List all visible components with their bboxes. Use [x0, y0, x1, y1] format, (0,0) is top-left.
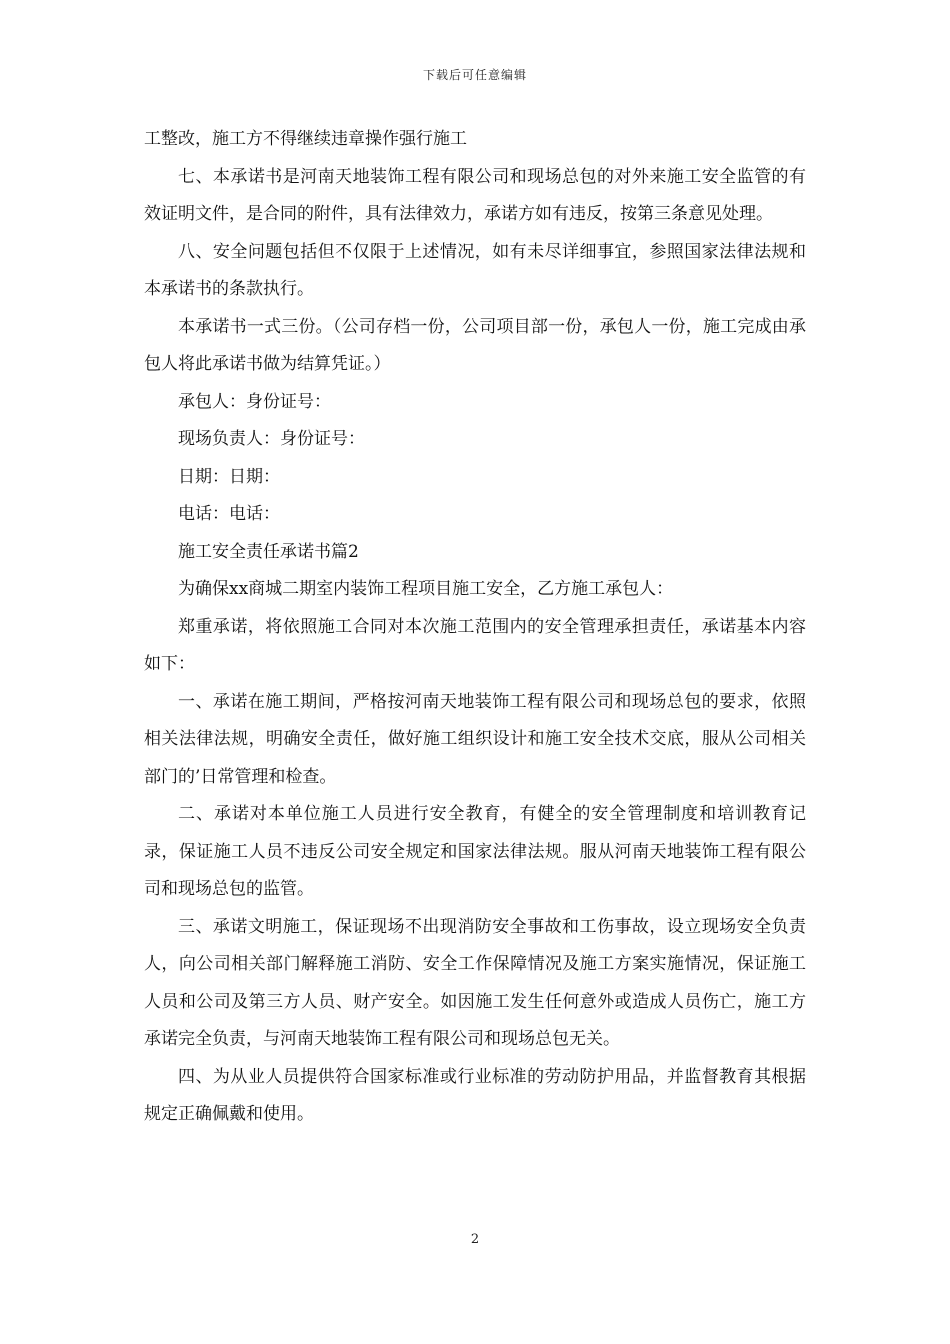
- paragraph: 八、安全问题包括但不仅限于上述情况，如有未尽详细事宜，参照国家法律法规和本承诺书的条款执行。: [144, 241, 806, 299]
- section-title: 施工安全责任承诺书篇2: [178, 541, 359, 562]
- paragraph: 为确保xx商城二期室内装饰工程项目施工安全，乙方施工承包人：: [178, 579, 674, 599]
- document-body: [144, 121, 806, 1134]
- signature-line-contractor: 承包人：身份证号：: [178, 391, 331, 412]
- paragraph: 郑重承诺，将依照施工合同对本次施工范围内的安全管理承担责任，承诺基本内容如下：: [144, 616, 806, 674]
- signature-line-phone: 电话：电话：: [178, 504, 280, 524]
- paragraph: 本承诺书一式三份。（公司存档一份，公司项目部一份，承包人一份，施工完成由承包人将此承诺书做为结算凭证。）: [144, 316, 806, 374]
- page-header: 下载后可任意编辑: [422, 68, 527, 82]
- paragraph: 三、承诺文明施工，保证现场不出现消防安全事故和工伤事故，设立现场安全负责人，向公司相关部门解释施工消防、安全工作保障情况及施工方案实施情况，保证施工人员和公司及第三方人员、财产安全。如因施工发生任何意外或造成人员伤亡，施工方承诺完全负责，与河南天地装饰工程有限公司和现场总包无关。: [144, 916, 806, 1049]
- paragraph: 工整改，施工方不得继续违章操作强行施工: [144, 129, 467, 149]
- signature-line-date: 日期：日期：: [178, 466, 280, 487]
- signature-line-site-manager: 现场负责人：身份证号：: [178, 429, 365, 449]
- page-number: 2: [470, 1232, 480, 1247]
- paragraph: 二、承诺对本单位施工人员进行安全教育，有健全的安全管理制度和培训教育记录，保证施工人员不违反公司安全规定和国家法律法规。服从河南天地装饰工程有限公司和现场总包的监管。: [144, 804, 806, 899]
- paragraph: 一、承诺在施工期间，严格按河南天地装饰工程有限公司和现场总包的要求，依照相关法律法规，明确安全责任，做好施工组织设计和施工安全技术交底，服从公司相关部门的’日常管理和检查。: [144, 691, 806, 787]
- paragraph: 七、本承诺书是河南天地装饰工程有限公司和现场总包的对外来施工安全监管的有效证明文件，是合同的附件，具有法律效力，承诺方如有违反，按第三条意见处理。: [144, 166, 806, 224]
- paragraph: 四、为从业人员提供符合国家标准或行业标准的劳动防护用品，并监督教育其根据规定正确佩戴和使用。: [144, 1066, 806, 1124]
